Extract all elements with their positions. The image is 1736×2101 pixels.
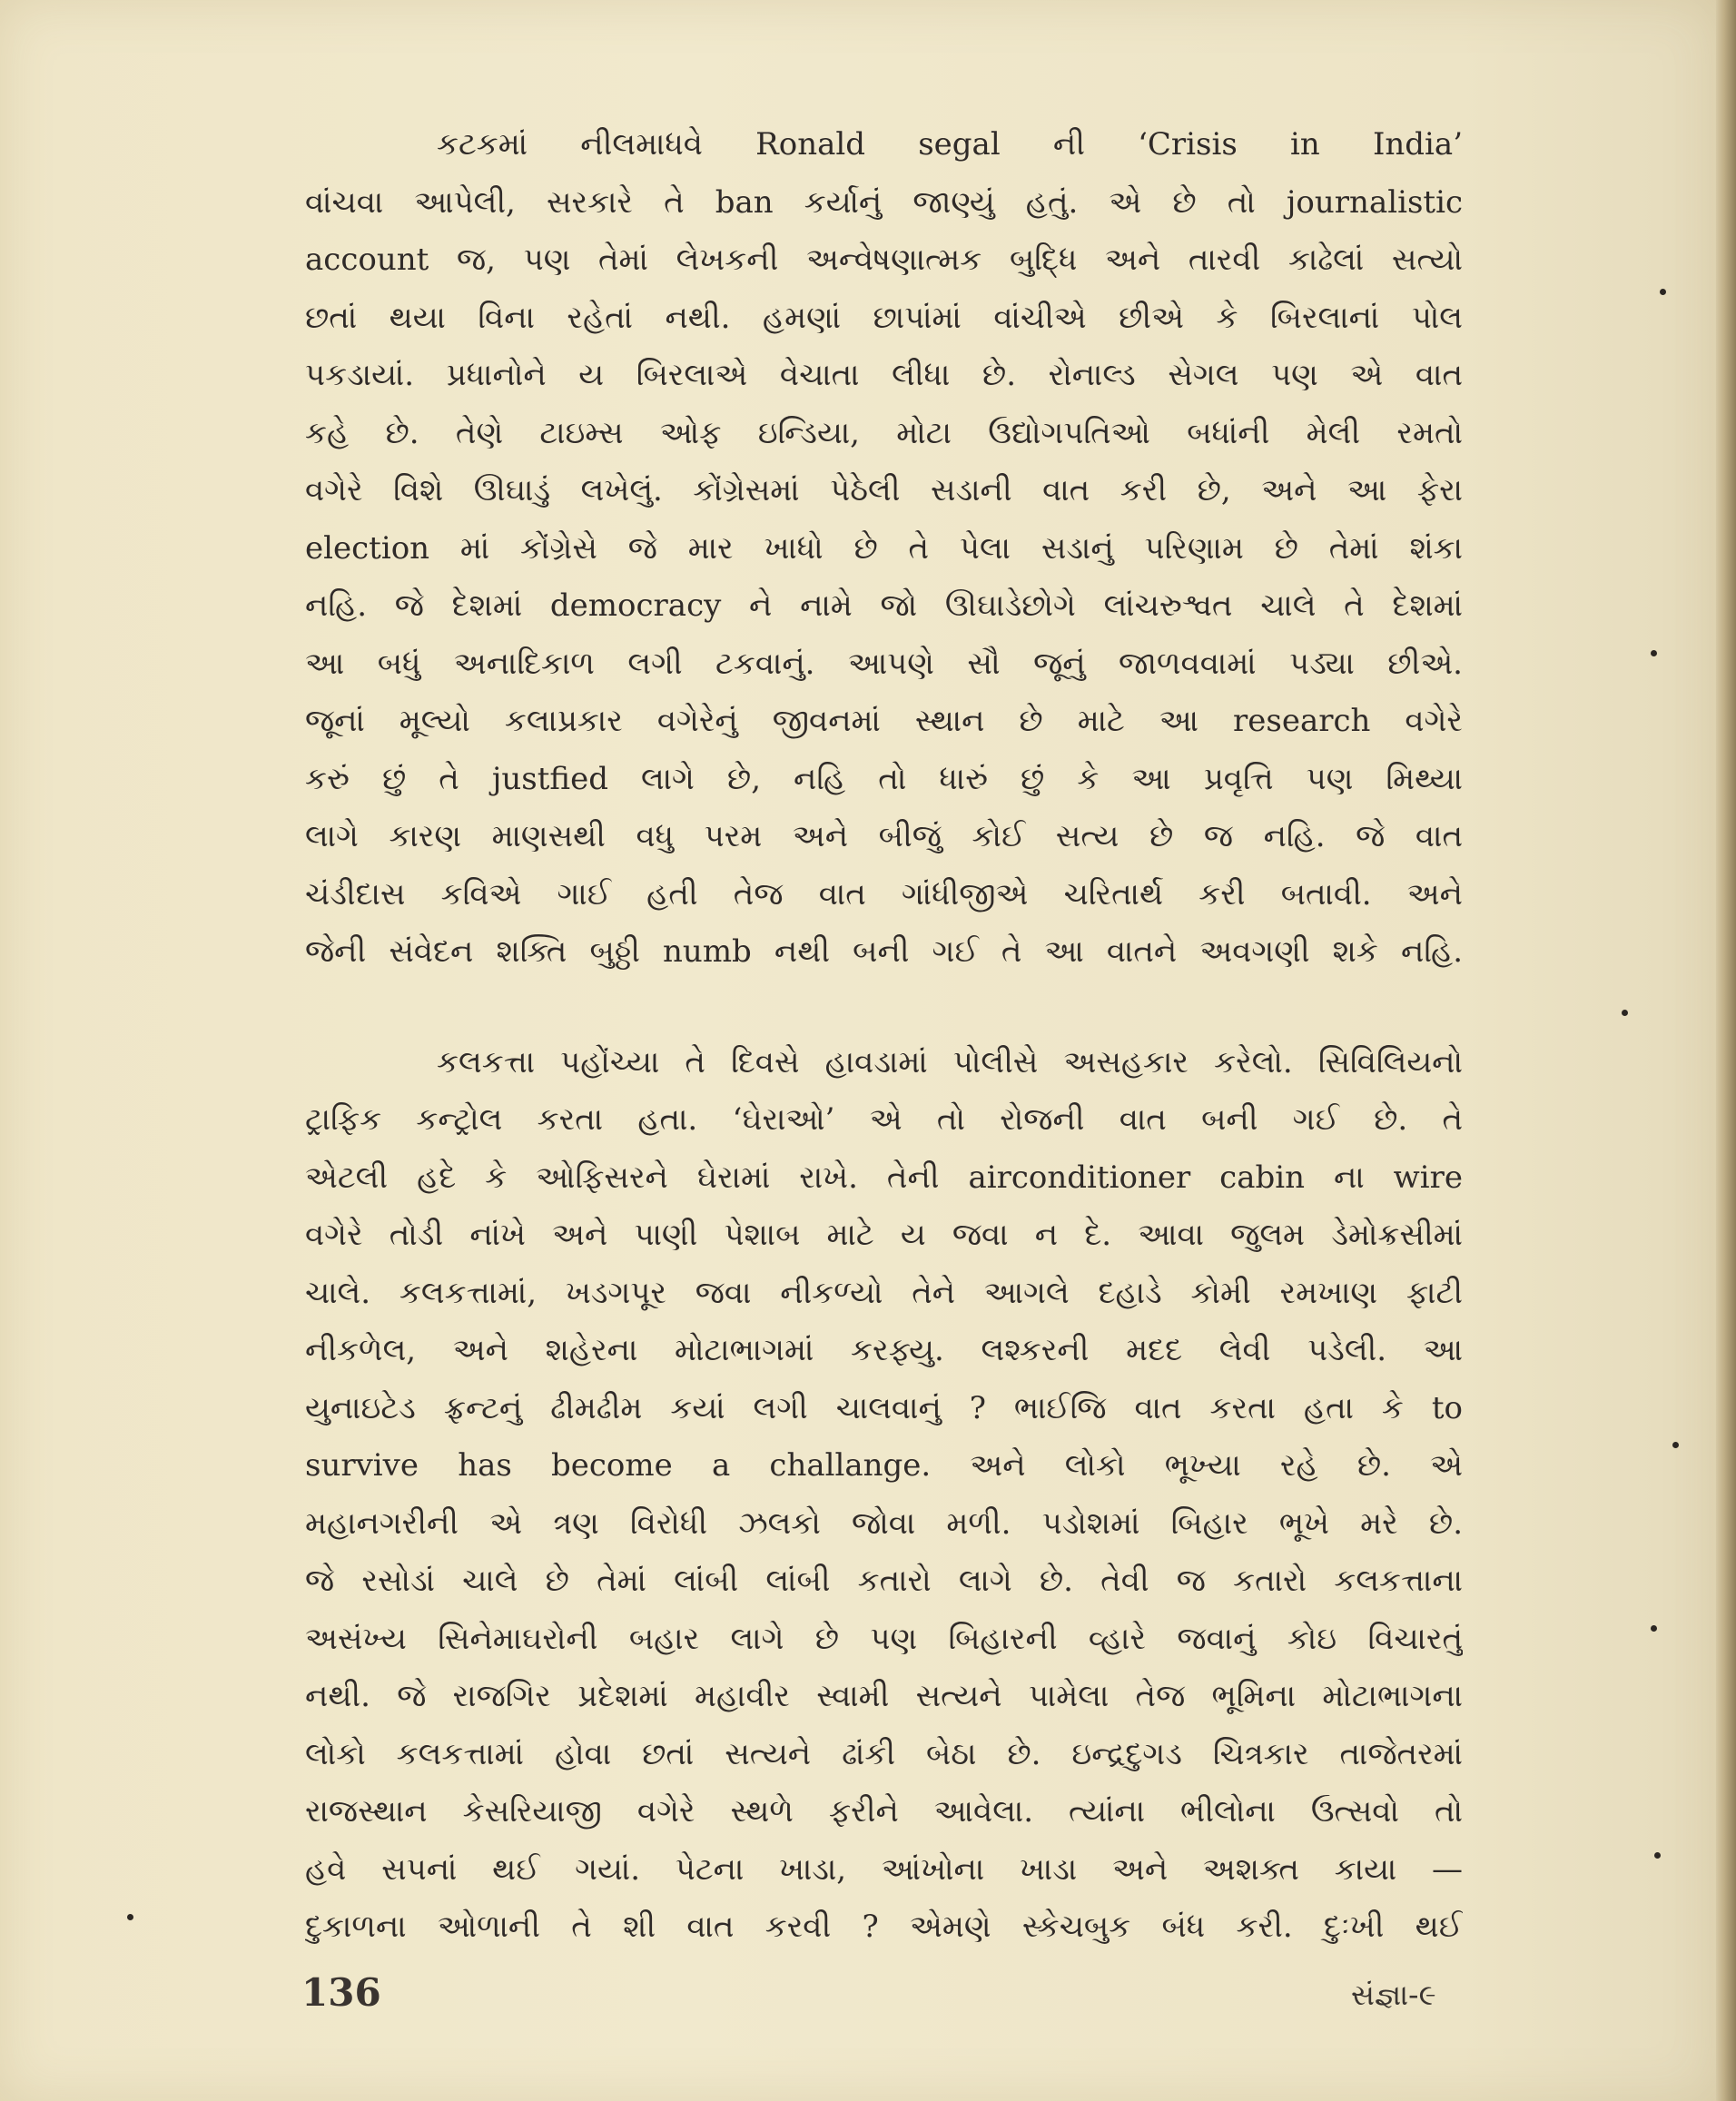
text-line: યુનાઇટેડ ફ્રન્ટનું ઢીમઢીમ કયાં લગી ચાલવાનું ? ભાઈજિ વાત કરતા હતા કે to [305, 1389, 1463, 1426]
speck [1654, 1852, 1661, 1859]
text-line: કટકમાં નીલમાધવે Ronald segal ની ‘Crisis in India’ [437, 126, 1463, 163]
text-line: election માં કોંગ્રેસે જે માર ખાધો છે તે પેલા સડાનું પરિણામ છે તેમાં શંકા [305, 529, 1463, 567]
page-number: 136 [301, 1970, 381, 2015]
text-line: નહિ. જે દેશમાં democracy ને નામે જો ઊઘાડેછોગે લાંચરુશ્વત ચાલે તે દેશમાં [305, 587, 1463, 624]
text-line: છતાં થયા વિના રહેતાં નથી. હમણાં છાપાંમાં વાંચીએ છીએ કે બિરલાનાં પોલ [305, 299, 1463, 336]
text-line: કરું છું તે justfied લાગે છે, નહિ તો ધારું છું કે આ પ્રવૃત્તિ પણ મિથ્યા [305, 760, 1463, 797]
speck [127, 1914, 133, 1920]
text-line: લાગે કારણ માણસથી વધુ પરમ અને બીજું કોઈ સત્ય છે જ નહિ. જે વાત [305, 818, 1463, 854]
speck [1672, 1442, 1679, 1448]
text-line: કહે છે. તેણે ટાઇમ્સ ઓફ ઇન્ડિયા, મોટા ઉદ્યોગપતિઓ બધાંની મેલી રમતો [305, 414, 1463, 451]
text-line: રાજસ્થાન કેસરિયાજી વગેરે સ્થળે ફરીને આવેલા. ત્યાંના ભીલોના ઉત્સવો તો [305, 1793, 1463, 1830]
book-spine [1716, 0, 1736, 2101]
text-line: account જ, પણ તેમાં લેખકની અન્વેષણાત્મક બુદ્ધિ અને તારવી કાઢેલાં સત્યો [305, 242, 1463, 278]
page-body [305, 116, 1463, 1957]
text-line: એટલી હદે કે ઓફિસરને ઘેરામાં રાખે. તેની airconditioner cabin ના wire [305, 1159, 1463, 1196]
text-line: મહાનગરીની એ ત્રણ વિરોધી ઝલકો જોવા મળી. પડોશમાં બિહાર ભૂખે મરે છે. [305, 1504, 1463, 1542]
text-line: survive has become a challange. અને લોકો ભૂખ્યા રહે છે. એ [305, 1447, 1463, 1484]
speck [1622, 1010, 1628, 1016]
speck [1660, 289, 1666, 295]
text-line: નીકળેલ, અને શહેરના મોટાભાગમાં કરફ્યુ. લશ્કરની મદદ લેવી પડેલી. આ [305, 1332, 1463, 1368]
paragraph [305, 1034, 1463, 1957]
text-line: પકડાયાં. પ્રધાનોને ય બિરલાએ વેચાતા લીધા છે. રોનાલ્ડ સેગલ પણ એ વાત [305, 357, 1463, 393]
text-line: હવે સપનાં થઈ ગયાં. પેટના ખાડા, આંખોના ખાડા અને અશક્ત કાયા — [305, 1850, 1463, 1888]
text-line: વગેરે તોડી નાંખે અને પાણી પેશાબ માટે ય જવા ન દે. આવા જુલમ ડેમોક્રસીમાં [305, 1217, 1463, 1253]
text-line: જેની સંવેદન શક્તિ બુઠ્ઠી numb નથી બની ગઈ તે આ વાતને અવગણી શકે નહિ. [305, 933, 1463, 970]
text-line: ચંડીદાસ કવિએ ગાઈ હતી તેજ વાત ગાંધીજીએ ચરિતાર્થ કરી બતાવી. અને [305, 875, 1463, 912]
text-line: જે રસોડાં ચાલે છે તેમાં લાંબી લાંબી કતારો લાગે છે. તેવી જ કતારો કલકત્તાના [305, 1563, 1463, 1599]
text-line: કલકત્તા પહોંચ્યા તે દિવસે હાવડામાં પોલીસે અસહકાર કરેલો. સિવિલિયનો [437, 1043, 1463, 1080]
text-line: અસંખ્ય સિનેમાઘરોની બહાર લાગે છે પણ બિહારની વ્હારે જવાનું કોઇ વિચારતું [305, 1620, 1463, 1657]
text-line: વગેરે વિશે ઊઘાડું લખેલું. કોંગ્રેસમાં પેઠેલી સડાની વાત કરી છે, અને આ ફેરા [305, 472, 1463, 508]
speck [1651, 650, 1657, 656]
footer-label: સંજ્ઞા-૯ [1351, 1978, 1436, 2012]
text-line: લોકો કલકત્તામાં હોવા છતાં સત્યને ઢાંકી બેઠા છે. ઇન્દ્રદુગડ ચિત્રકાર તાજેતરમાં [305, 1735, 1463, 1772]
paragraph [305, 116, 1463, 981]
text-line: વાંચવા આપેલી, સરકારે તે ban કર્યાનું જાણ્યું હતું. એ છે તો journalistic [305, 183, 1463, 221]
text-line: દુકાળના ઓળાની તે શી વાત કરવી ? એમણે સ્કેચબુક બંધ કરી. દુઃખી થઈ [305, 1909, 1463, 1945]
text-line: નથી. જે રાજગિર પ્રદેશમાં મહાવીર સ્વામી સત્યને પામેલા તેજ ભૂમિના મોટાભાગના [305, 1678, 1463, 1714]
text-line: આ બધું અનાદિકાળ લગી ટકવાનું. આપણે સૌ જૂનું જાળવવામાં પડ્યા છીએ. [305, 645, 1463, 682]
speck [1651, 1625, 1657, 1632]
text-line: ચાલે. કલકત્તામાં, ખડગપૂર જવા નીકળ્યો તેને આગલે દહાડે કોમી રમખાણ ફાટી [305, 1274, 1463, 1311]
text-line: ટ્રાફિક કન્ટ્રોલ કરતા હતા. ‘ઘેરાઓ’ એ તો રોજની વાત બની ગઈ છે. તે [305, 1101, 1463, 1138]
text-line: જૂનાં મૂલ્યો કલાપ્રકાર વગેરેનું જીવનમાં સ્થાન છે માટે આ research વગેરે [305, 703, 1463, 739]
